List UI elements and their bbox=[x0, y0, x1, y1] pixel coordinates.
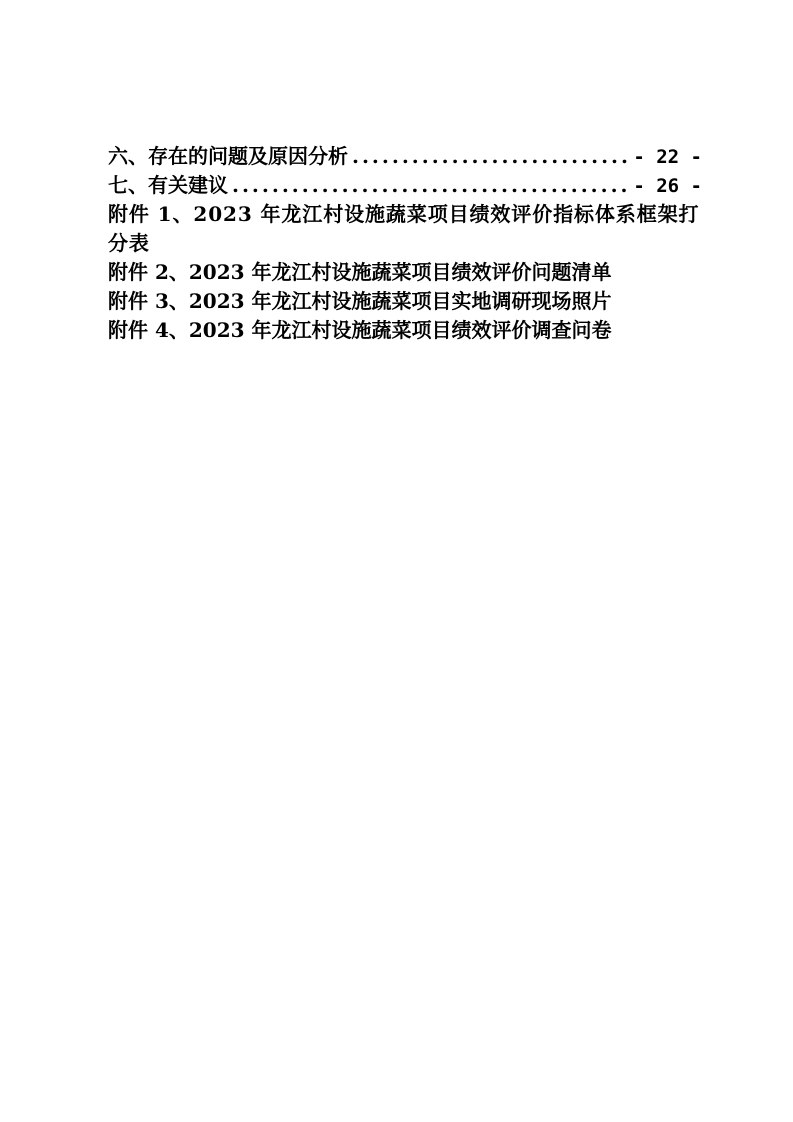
table-of-contents bbox=[108, 142, 702, 345]
toc-entry-title: 七、有关建议 bbox=[108, 173, 228, 197]
toc-entry-6[interactable] bbox=[108, 142, 702, 171]
toc-page-number: - 26 - bbox=[633, 175, 702, 197]
attachment-4[interactable]: 附件 4、2023 年龙江村设施蔬菜项目绩效评价调查问卷 bbox=[108, 318, 612, 342]
toc-dot-leader bbox=[232, 171, 629, 200]
attachment-2[interactable]: 附件 2、2023 年龙江村设施蔬菜项目绩效评价问题清单 bbox=[108, 260, 612, 284]
toc-entry-title: 六、存在的问题及原因分析 bbox=[108, 144, 348, 168]
toc-dot-leader bbox=[352, 142, 629, 171]
attachment-1[interactable]: 附件 1、2023 年龙江村设施蔬菜项目绩效评价指标体系框架打分表 bbox=[108, 202, 700, 255]
toc-entry-7[interactable] bbox=[108, 171, 702, 200]
attachment-3[interactable]: 附件 3、2023 年龙江村设施蔬菜项目实地调研现场照片 bbox=[108, 289, 612, 313]
toc-page-number: - 22 - bbox=[633, 146, 702, 168]
